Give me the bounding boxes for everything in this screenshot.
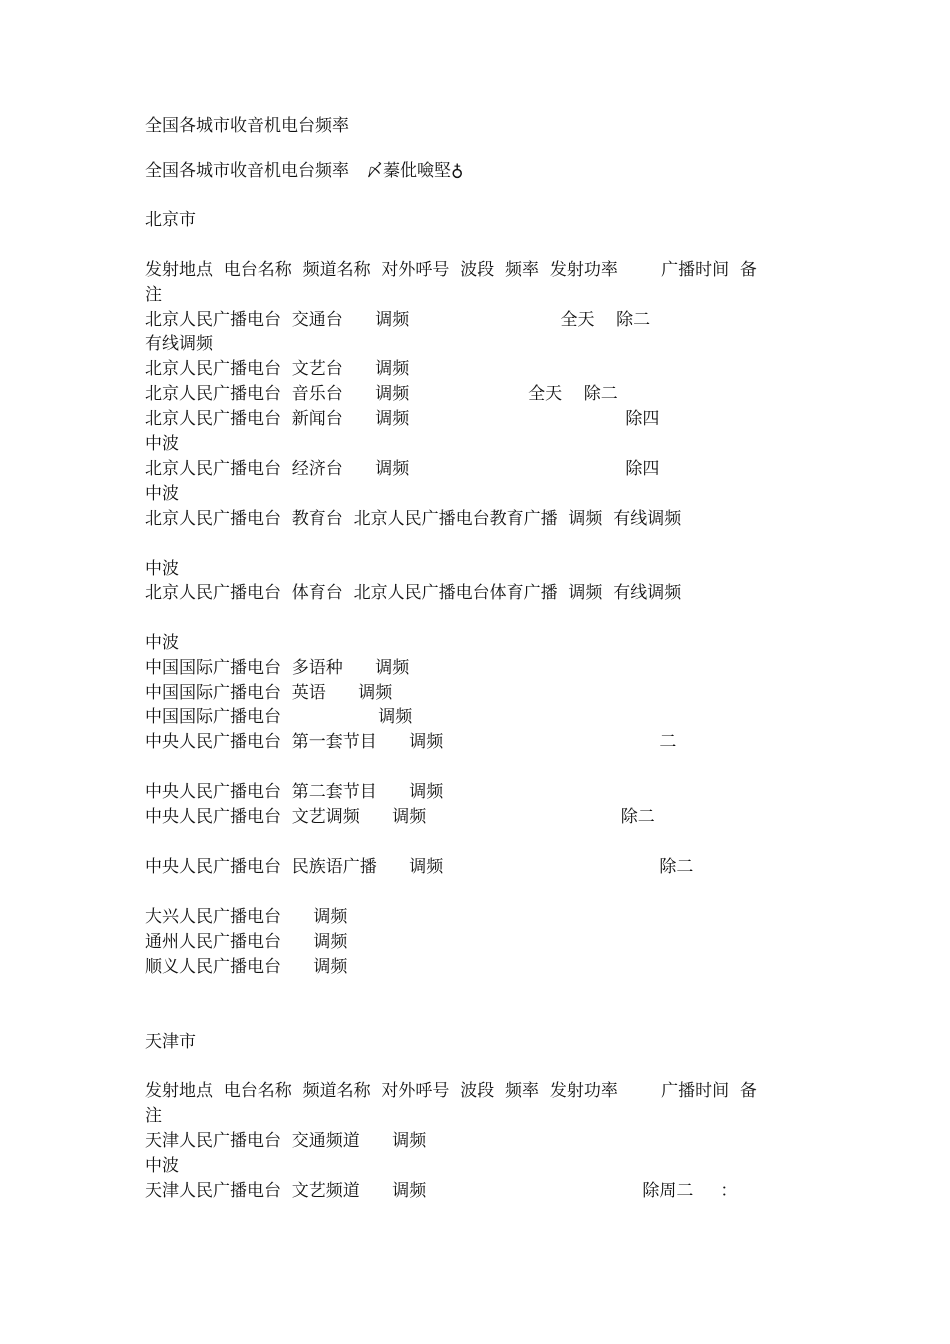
table-row: 中国国际广播电台 调频 [145,707,413,727]
table-row: 北京人民广播电台 文艺台 调频 [145,359,410,379]
table-row: 中央人民广播电台 民族语广播 调频 除二 [145,857,694,877]
table-row: 天津人民广播电台 文艺频道 调频 除周二 ： [145,1181,738,1201]
table-row: 中央人民广播电台 第一套节目 调频 二 [145,732,677,752]
table-row: 北京人民广播电台 交通台 调频 全天 除二 [145,310,651,330]
table-row: 中国国际广播电台 英语 调频 [145,683,393,703]
table-header-wrap: 注 [145,285,162,305]
table-header: 发射地点 电台名称 频道名称 对外呼号 波段 频率 发射功率 广播时间 备 [145,1081,757,1101]
table-row: 中央人民广播电台 第二套节目 调频 [145,782,444,802]
document-page [145,0,810,1344]
table-header: 发射地点 电台名称 频道名称 对外呼号 波段 频率 发射功率 广播时间 备 [145,260,757,280]
table-row: 北京人民广播电台 教育台 北京人民广播电台教育广播 调频 有线调频 [145,509,682,529]
table-row: 中国国际广播电台 多语种 调频 [145,658,410,678]
table-row: 中波 [145,484,179,504]
table-row: 中央人民广播电台 文艺调频 调频 除二 [145,807,655,827]
table-row: 北京人民广播电台 新闻台 调频 除四 [145,409,660,429]
table-row: 北京人民广播电台 经济台 调频 除四 [145,459,660,479]
city-heading-tianjin: 天津市 [145,1032,196,1052]
table-row: 中波 [145,1156,179,1176]
table-row: 中波 [145,633,179,653]
table-row: 通州人民广播电台 调频 [145,932,348,952]
table-row: 北京人民广播电台 音乐台 调频 全天 除二 [145,384,618,404]
table-row: 有线调频 [145,334,213,354]
table-header-wrap: 注 [145,1106,162,1126]
document-subtitle: 全国各城市收音机电台频率 〆蓁仳噞堅♁ [145,161,464,181]
table-row: 北京人民广播电台 体育台 北京人民广播电台体育广播 调频 有线调频 [145,583,682,603]
table-row: 顺义人民广播电台 调频 [145,957,348,977]
table-row: 大兴人民广播电台 调频 [145,907,348,927]
table-row: 中波 [145,559,179,579]
table-row: 中波 [145,434,179,454]
table-row: 天津人民广播电台 交通频道 调频 [145,1131,427,1151]
city-heading-beijing: 北京市 [145,210,196,230]
document-title: 全国各城市收音机电台频率 [145,116,349,136]
